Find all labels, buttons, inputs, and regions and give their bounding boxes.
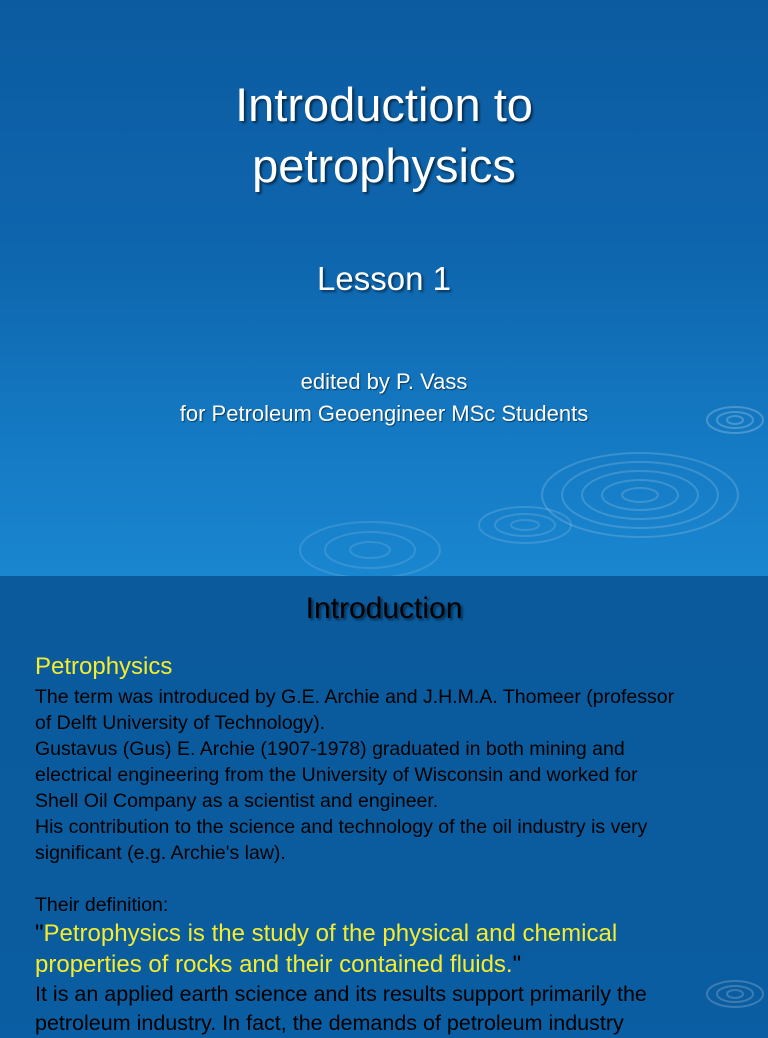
slide-title-line2: petrophysics [252,139,516,192]
subheading: Petrophysics [35,653,173,680]
quote-close-mark: " [512,951,522,978]
lesson-label: Lesson 1 [317,260,451,297]
definition-quote [35,918,745,980]
definition-label: Their definition: [35,894,169,916]
paragraph-line: electrical engineering from the University of Wisconsin and worked for [35,764,638,786]
paragraph-line: His contribution to the science and technology of the oil industry is very [35,816,648,838]
quote-line2: properties of rocks and their contained fluids. [35,951,513,978]
editor-line2: for Petroleum Geoengineer MSc Students [179,401,589,426]
spacer [35,866,745,892]
quote-line1: Petrophysics is the study of the physical and chemical [43,920,618,947]
paragraph-line: The term was introduced by G.E. Archie and J.H.M.A. Thomeer (professor [35,686,675,708]
paragraph-line: It is an applied earth science and its results support primarily the [35,982,647,1006]
quote-open-mark: " [35,920,44,947]
slide-title-line1: Introduction to [235,78,533,131]
paragraph-line: Shell Oil Company as a scientist and engineer. [35,790,439,812]
slide-title [0,74,768,196]
editor-line1: edited by P. Vass [300,369,468,394]
editor-credit [0,366,768,430]
slide-body [35,650,745,1038]
slide-heading: Introduction [305,592,463,625]
paragraph-line: of Delft University of Technology). [35,712,326,734]
paragraph-line: petroleum industry. In fact, the demands of petroleum industry [35,1011,624,1035]
paragraph-line: Gustavus (Gus) E. Archie (1907-1978) graduated in both mining and [35,738,625,760]
paragraph-line: significant (e.g. Archie's law). [35,842,286,864]
